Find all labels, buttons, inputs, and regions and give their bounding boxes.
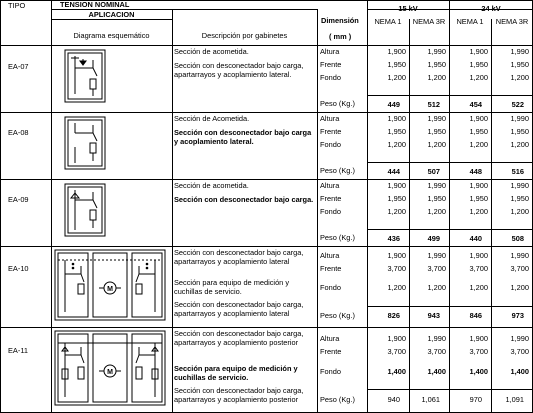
row-desc-1: Sección de acometida. — [174, 47, 249, 56]
dim-label: Fondo — [320, 73, 341, 82]
dim-label: Frente — [320, 194, 342, 203]
row-tipo: EA-07 — [8, 62, 29, 71]
peso-value: 454 — [469, 100, 482, 109]
peso-value: 940 — [387, 395, 400, 404]
dim-label: Fondo — [320, 207, 341, 216]
row-desc-1: Sección de Acometida. — [174, 114, 250, 123]
dim-value: 1,200 — [469, 73, 488, 82]
header-mm: ( mm ) — [329, 32, 352, 41]
peso-value: 1,091 — [505, 395, 524, 404]
row-desc-1: Sección con desconectador bajo carga, apartarrayos y acoplamiento lateral — [174, 248, 304, 266]
peso-label: Peso (Kg.) — [320, 233, 355, 242]
row-desc-2: Sección para equipo de medición y cuchillas de servicio. — [174, 364, 298, 382]
dim-value: 1,950 — [427, 60, 446, 69]
row-desc-2: Sección con desconectador bajo carga y acoplamiento lateral. — [174, 128, 312, 146]
dim-value: 1,950 — [469, 127, 488, 136]
dim-value: 3,700 — [510, 264, 529, 273]
schematic-diagram-ea07 — [53, 46, 168, 108]
dim-label: Frente — [320, 264, 342, 273]
header-24kv: 24 kV — [481, 4, 501, 13]
schematic-diagram-ea09 — [53, 180, 168, 242]
dim-value: 1,900 — [469, 47, 488, 56]
dim-value: 1,990 — [427, 181, 446, 190]
dim-value: 1,990 — [427, 114, 446, 123]
dim-value: 1,200 — [427, 140, 446, 149]
peso-value: 1,061 — [421, 395, 440, 404]
dim-value: 1,200 — [387, 73, 406, 82]
dim-value: 1,900 — [469, 251, 488, 260]
dim-value: 1,950 — [427, 194, 446, 203]
dim-value: 1,200 — [427, 207, 446, 216]
dim-value: 3,700 — [469, 347, 488, 356]
header-dimension: Dimensión — [321, 16, 359, 25]
dim-value: 3,700 — [427, 264, 446, 273]
dim-label: Altura — [320, 47, 340, 56]
dim-value: 1,200 — [387, 140, 406, 149]
dim-value: 1,990 — [510, 181, 529, 190]
dim-value: 1,950 — [510, 194, 529, 203]
dim-value: 1,990 — [510, 114, 529, 123]
peso-label: Peso (Kg.) — [320, 311, 355, 320]
dim-value: 1,200 — [510, 73, 529, 82]
peso-value: 508 — [511, 234, 524, 243]
header-nema3r-24: NEMA 3R — [495, 17, 529, 26]
dim-label: Altura — [320, 181, 340, 190]
header-aplicacion: APLICACION — [88, 10, 135, 19]
dim-value: 1,950 — [387, 194, 406, 203]
dim-label: Fondo — [320, 283, 341, 292]
dim-label: Frente — [320, 127, 342, 136]
dim-value: 3,700 — [510, 347, 529, 356]
dim-value: 1,200 — [469, 140, 488, 149]
dim-value: 1,200 — [510, 283, 529, 292]
dim-value: 1,400 — [469, 367, 488, 376]
header-descripcion: Descripción por gabinetes — [201, 31, 288, 40]
row-desc-2: Sección para equipo de medición y cuchillas de servicio. — [174, 278, 290, 296]
dim-value: 1,990 — [427, 334, 446, 343]
peso-label: Peso (Kg.) — [320, 99, 355, 108]
peso-value: 449 — [387, 100, 400, 109]
dim-value: 1,990 — [427, 47, 446, 56]
peso-value: 448 — [469, 167, 482, 176]
schematic-diagram-ea08 — [53, 113, 168, 175]
dim-label: Fondo — [320, 140, 341, 149]
dim-value: 1,400 — [427, 367, 446, 376]
dim-value: 1,950 — [387, 60, 406, 69]
header-nema1-15: NEMA 1 — [374, 17, 402, 26]
dim-value: 1,950 — [427, 127, 446, 136]
peso-value: 973 — [511, 311, 524, 320]
dim-value: 1,200 — [469, 283, 488, 292]
peso-value: 846 — [469, 311, 482, 320]
dim-value: 3,700 — [427, 347, 446, 356]
dim-value: 1,900 — [387, 251, 406, 260]
dim-label: Altura — [320, 334, 340, 343]
dim-value: 3,700 — [387, 347, 406, 356]
row-desc-2: Sección con desconectador bajo carga, apartarrayos y acoplamiento lateral. — [174, 61, 304, 79]
row-tipo: EA-10 — [8, 264, 29, 273]
row-desc-1: Sección con desconectador bajo carga, apartarrayos y acoplamiento posterior — [174, 329, 304, 347]
row-tipo: EA-11 — [8, 346, 28, 355]
peso-value: 444 — [387, 167, 400, 176]
header-15kv: 15 kV — [398, 4, 418, 13]
dim-value: 3,700 — [469, 264, 488, 273]
svg-text:M: M — [107, 369, 113, 376]
header-nema3r-15: NEMA 3R — [412, 17, 446, 26]
dim-value: 1,900 — [387, 334, 406, 343]
dim-value: 1,990 — [427, 251, 446, 260]
row-desc-3: Sección con desconectador bajo carga, apartarrayos y acoplamiento lateral — [174, 300, 304, 318]
dim-value: 1,900 — [469, 114, 488, 123]
dim-value: 1,900 — [387, 47, 406, 56]
peso-value: 499 — [427, 234, 440, 243]
dim-value: 1,400 — [510, 367, 529, 376]
peso-value: 826 — [387, 311, 400, 320]
peso-value: 522 — [511, 100, 524, 109]
svg-text:M: M — [107, 286, 113, 293]
dim-value: 1,200 — [469, 207, 488, 216]
dim-label: Altura — [320, 251, 340, 260]
dim-value: 1,950 — [510, 127, 529, 136]
dim-value: 3,700 — [387, 264, 406, 273]
dim-value: 1,950 — [387, 127, 406, 136]
peso-value: 943 — [427, 311, 440, 320]
dim-value: 1,200 — [427, 73, 446, 82]
dim-value: 1,200 — [427, 283, 446, 292]
dim-label: Frente — [320, 60, 342, 69]
row-desc-3: Sección con desconectador bajo carga, apartarrayos y acoplamiento posterior — [174, 386, 304, 404]
peso-label: Peso (Kg.) — [320, 395, 355, 404]
dim-value: 1,200 — [510, 140, 529, 149]
dim-value: 1,200 — [387, 283, 406, 292]
peso-value: 512 — [427, 100, 440, 109]
dim-value: 1,400 — [387, 367, 406, 376]
row-tipo: EA-08 — [8, 128, 29, 137]
schematic-diagram-ea10 — [53, 248, 170, 324]
peso-value: 440 — [469, 234, 482, 243]
dim-label: Fondo — [320, 367, 341, 376]
peso-value: 970 — [469, 395, 482, 404]
header-tipo: TIPO — [8, 1, 26, 10]
dim-value: 1,900 — [469, 334, 488, 343]
peso-value: 516 — [511, 167, 524, 176]
header-tension-nominal: TENSION NOMINAL — [60, 0, 130, 9]
dim-value: 1,950 — [469, 194, 488, 203]
schematic-diagram-ea11 — [53, 329, 170, 409]
peso-value: 436 — [387, 234, 400, 243]
dim-value: 1,950 — [469, 60, 488, 69]
peso-value: 507 — [427, 167, 440, 176]
row-desc-2: Sección con desconectador bajo carga. — [174, 195, 314, 204]
dim-value: 1,950 — [510, 60, 529, 69]
dim-value: 1,900 — [387, 181, 406, 190]
dim-label: Altura — [320, 114, 340, 123]
header-diagrama: Diagrama esquemático — [73, 31, 150, 40]
peso-label: Peso (Kg.) — [320, 166, 355, 175]
dim-value: 1,990 — [510, 251, 529, 260]
dim-value: 1,990 — [510, 334, 529, 343]
dim-value: 1,900 — [387, 114, 406, 123]
header-nema1-24: NEMA 1 — [456, 17, 484, 26]
dim-value: 1,990 — [510, 47, 529, 56]
dim-value: 1,200 — [510, 207, 529, 216]
dim-label: Frente — [320, 347, 342, 356]
dim-value: 1,200 — [387, 207, 406, 216]
row-tipo: EA-09 — [8, 195, 29, 204]
dim-value: 1,900 — [469, 181, 488, 190]
row-desc-1: Sección de acometida. — [174, 181, 249, 190]
